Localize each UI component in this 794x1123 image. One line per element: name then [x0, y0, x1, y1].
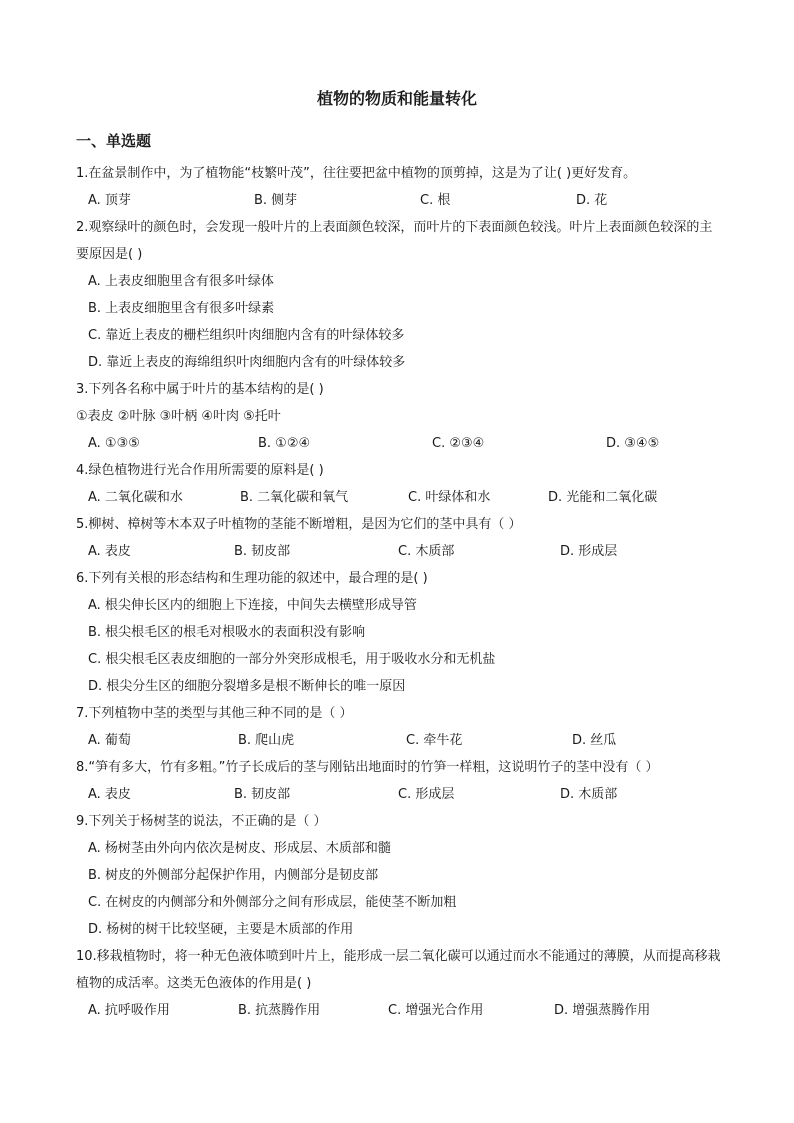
question-10-stem: 10.移栽植物时，将一种无色液体喷到叶片上，能形成一层二氧化碳可以通过而水不能通过的薄膜，从而提高移栽植物的成活率。这类无色液体的作用是( ) [76, 949, 721, 991]
q7-option-a: A. 葡萄 [88, 733, 131, 748]
q9-option-a: A. 杨树茎由外向内依次是树皮、形成层、木质部和髓 [88, 841, 391, 856]
q1-option-d: D. 花 [576, 193, 608, 208]
question-7-stem: 7.下列植物中茎的类型与其他三种不同的是（ ） [76, 706, 353, 721]
q2-option-c: C. 靠近上表皮的栅栏组织叶肉细胞内含有的叶绿体较多 [88, 328, 405, 343]
q4-option-a: A. 二氧化碳和水 [88, 490, 183, 505]
q8-option-a: A. 表皮 [88, 787, 131, 802]
q6-option-c: C. 根尖根毛区表皮细胞的一部分外突形成根毛，用于吸收水分和无机盐 [88, 652, 496, 667]
q8-option-c: C. 形成层 [398, 787, 455, 802]
question-3-items: ①表皮 ②叶脉 ③叶柄 ④叶肉 ⑤托叶 [76, 409, 281, 424]
q3-option-c: C. ②③④ [432, 436, 485, 451]
q8-option-d: D. 木质部 [560, 787, 618, 802]
question-6-stem: 6.下列有关根的形态结构和生理功能的叙述中，最合理的是( ) [76, 571, 428, 586]
question-9-stem: 9.下列关于杨树茎的说法，不正确的是（ ） [76, 814, 327, 829]
section-heading: 一、单选题 [76, 132, 152, 150]
q4-option-d: D. 光能和二氧化碳 [548, 490, 658, 505]
page-title: 植物的物质和能量转化 [316, 89, 477, 108]
q9-option-c: C. 在树皮的内侧部分和外侧部分之间有形成层，能使茎不断加粗 [88, 895, 457, 910]
q5-option-a: A. 表皮 [88, 544, 131, 559]
q6-option-d: D. 根尖分生区的细胞分裂增多是根不断伸长的唯一原因 [88, 679, 406, 694]
q8-option-b: B. 韧皮部 [234, 787, 291, 802]
q7-option-d: D. 丝瓜 [572, 733, 617, 748]
question-4-stem: 4.绿色植物进行光合作用所需要的原料是( ) [76, 463, 324, 478]
q4-option-c: C. 叶绿体和水 [408, 490, 491, 505]
question-5-stem: 5.柳树、樟树等木本双子叶植物的茎能不断增粗，是因为它们的茎中具有（ ） [76, 517, 522, 532]
question-8-stem: 8.“笋有多大，竹有多粗。”竹子长成后的茎与刚钻出地面时的竹笋一样粗，这说明竹子的茎中没有（ ） [76, 760, 659, 775]
q7-option-c: C. 牵牛花 [406, 733, 463, 748]
question-2-stem: 2.观察绿叶的颜色时，会发现一般叶片的上表面颜色较深，而叶片的下表面颜色较浅。叶片上表面颜色较深的主要原因是( ) [76, 220, 713, 262]
q5-option-b: B. 韧皮部 [234, 544, 291, 559]
q2-option-a: A. 上表皮细胞里含有很多叶绿体 [88, 274, 274, 289]
q6-option-a: A. 根尖伸长区内的细胞上下连接，中间失去横壁形成导管 [88, 598, 417, 613]
q10-option-d: D. 增强蒸腾作用 [554, 1003, 651, 1018]
q9-option-b: B. 树皮的外侧部分起保护作用，内侧部分是韧皮部 [88, 868, 379, 883]
question-1-stem: 1.在盆景制作中，为了植物能“枝繁叶茂”，往往要把盆中植物的顶剪掉，这是为了让( )更好发育。 [76, 166, 637, 181]
q10-option-b: B. 抗蒸腾作用 [238, 1003, 321, 1018]
q6-option-b: B. 根尖根毛区的根毛对根吸水的表面积没有影响 [88, 625, 366, 640]
q5-option-d: D. 形成层 [560, 544, 618, 559]
q3-option-b: B. ①②④ [258, 436, 311, 451]
q1-option-b: B. 侧芽 [254, 193, 298, 208]
q9-option-d: D. 杨树的树干比较坚硬，主要是木质部的作用 [88, 922, 354, 937]
q2-option-b: B. 上表皮细胞里含有很多叶绿素 [88, 301, 275, 316]
q5-option-c: C. 木质部 [398, 544, 455, 559]
q10-option-a: A. 抗呼吸作用 [88, 1003, 170, 1018]
q3-option-d: D. ③④⑤ [606, 436, 660, 451]
q2-option-d: D. 靠近上表皮的海绵组织叶肉细胞内含有的叶绿体较多 [88, 355, 406, 370]
q1-option-a: A. 顶芽 [88, 193, 131, 208]
q3-option-a: A. ①③⑤ [88, 436, 140, 451]
q7-option-b: B. 爬山虎 [238, 733, 295, 748]
q1-option-c: C. 根 [420, 193, 451, 208]
q4-option-b: B. 二氧化碳和氧气 [240, 490, 349, 505]
q10-option-c: C. 增强光合作用 [388, 1003, 484, 1018]
question-3-stem: 3.下列各名称中属于叶片的基本结构的是( ) [76, 382, 324, 397]
